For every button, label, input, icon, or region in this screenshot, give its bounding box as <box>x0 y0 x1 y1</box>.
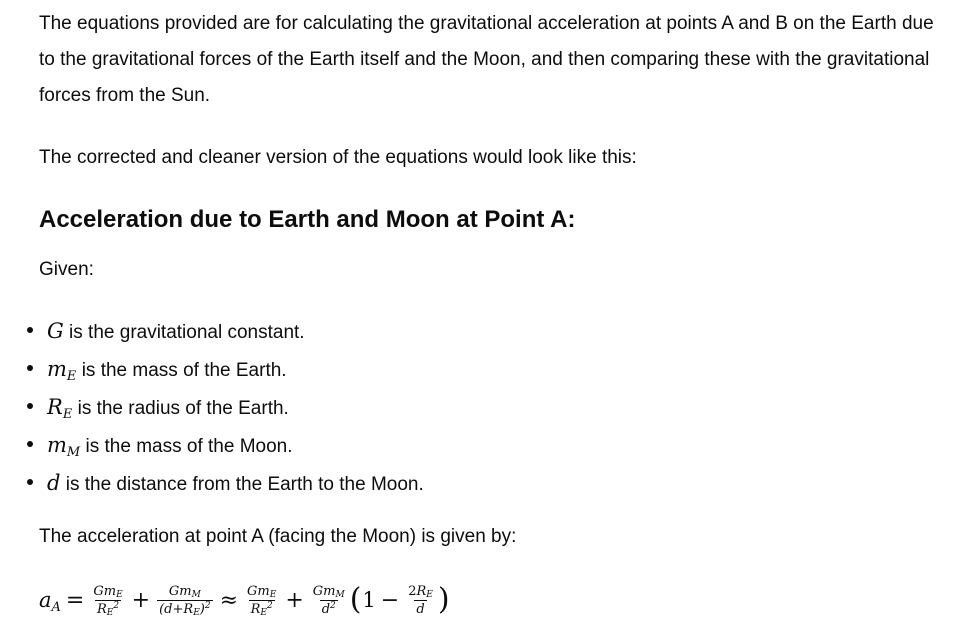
one-term: 1 <box>362 588 376 612</box>
definition-text: is the radius of the Earth. <box>72 398 289 419</box>
fraction-earth-term-approx: $\frac{Gm_E}{R_E^2}$ <box>247 583 277 618</box>
math-symbol: $m_M$ <box>47 433 81 460</box>
definition-text: is the mass of the Earth. <box>76 360 287 381</box>
fraction-moon-term: $\frac{Gm_M}{(d+R_E)^2}$ <box>159 583 211 618</box>
definition-list <box>27 313 424 503</box>
fraction-correction-term: $\frac{2R_E}{d}$ <box>408 583 433 617</box>
minus-sign: − <box>380 587 400 613</box>
plus-sign: + <box>285 587 304 613</box>
section-heading: Acceleration due to Earth and Moon at Point A: <box>39 206 576 233</box>
math-symbol: $m_E$ <box>47 357 77 384</box>
list-item <box>27 389 424 427</box>
list-item <box>27 427 424 465</box>
definition-text: is the distance from the Earth to the Moon. <box>60 474 424 495</box>
formula-lhs: $a_A$ <box>39 588 61 615</box>
math-symbol: $R_E$ <box>47 395 73 422</box>
list-item <box>27 313 424 351</box>
plus-sign: + <box>131 587 151 613</box>
given-label: Given: <box>39 259 94 280</box>
math-symbol: d <box>47 471 61 495</box>
intro-paragraph: The equations provided are for calculating the gravitational acceleration at points A and B on the Earth due to the gravitational forces of the Earth itself and the Moon, and then comparing these with the gravitational forces from the Sun. <box>39 13 934 106</box>
approx-sign: ≈ <box>219 587 239 613</box>
acceleration-formula <box>39 575 451 625</box>
equals-sign: = <box>65 587 85 613</box>
definition-text: is the gravitational constant. <box>63 322 305 343</box>
corrected-paragraph: The corrected and cleaner version of the equations would look like this: <box>39 147 637 168</box>
list-item <box>27 465 424 503</box>
fraction-moon-term-approx: $\frac{Gm_M}{d^2}$ <box>312 583 345 617</box>
left-paren: ( <box>349 582 362 617</box>
right-paren: ) <box>437 582 450 617</box>
fraction-earth-term: $\frac{Gm_E}{R_E^2}$ <box>93 583 123 618</box>
acceleration-intro: The acceleration at point A (facing the Moon) is given by: <box>39 526 517 547</box>
definition-text: is the mass of the Moon. <box>80 436 293 457</box>
list-item <box>27 351 424 389</box>
math-symbol: G <box>47 319 64 343</box>
